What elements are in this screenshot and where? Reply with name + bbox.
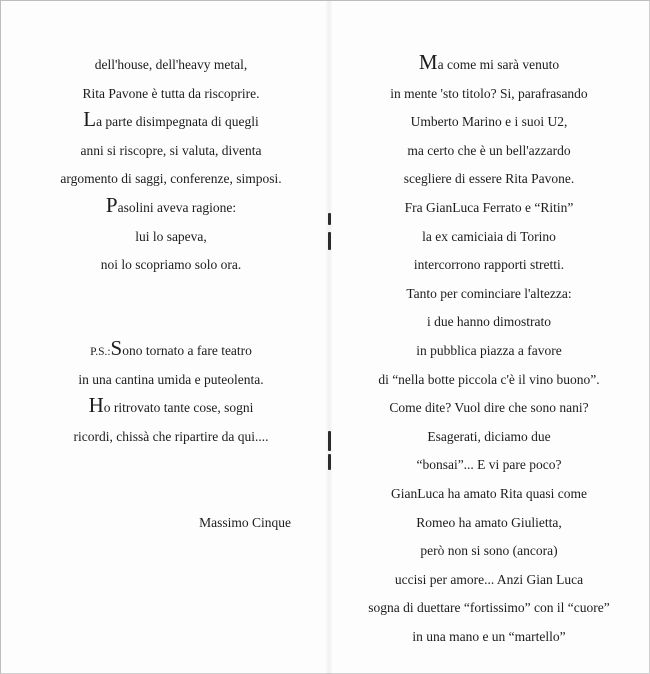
paragraph-gap xyxy=(21,280,321,309)
text-line xyxy=(331,423,647,452)
text-line xyxy=(331,280,647,309)
postscript-line xyxy=(21,337,321,366)
line-text: a come mi sarà venuto xyxy=(437,57,560,72)
right-page xyxy=(331,51,647,651)
text-line xyxy=(331,566,647,595)
line-text: asolini aveva ragione: xyxy=(117,199,237,215)
line-text: di “nella botte piccola c'è il vino buono”. xyxy=(378,371,600,387)
line-text: uccisi per amore... Anzi Gian Luca xyxy=(394,571,584,587)
line-text: “bonsai”... E vi pare poco? xyxy=(416,457,562,473)
text-line xyxy=(21,423,321,452)
signature: Massimo Cinque xyxy=(199,514,291,530)
text-line xyxy=(331,223,647,252)
line-text: Romeo ha amato Giulietta, xyxy=(416,514,562,530)
text-line xyxy=(331,51,647,80)
text-line xyxy=(331,623,647,652)
text-line xyxy=(331,509,647,538)
drop-capital: L xyxy=(83,107,97,132)
text-line xyxy=(331,251,647,280)
paragraph-gap xyxy=(21,308,321,337)
text-line xyxy=(331,137,647,166)
line-text: Come dite? Vuol dire che sono nani? xyxy=(389,400,589,416)
line-text: in una mano e un “martello” xyxy=(412,628,566,644)
text-line xyxy=(21,137,321,166)
line-text: lui lo sapeva, xyxy=(135,228,207,244)
text-line xyxy=(331,80,647,109)
text-line xyxy=(331,165,647,194)
line-text: noi lo scopriamo solo ora. xyxy=(100,257,242,273)
line-text: Esagerati, diciamo due xyxy=(427,428,551,444)
line-text: Tanto per cominciare l'altezza: xyxy=(406,285,572,301)
text-line xyxy=(21,394,321,423)
text-line xyxy=(331,480,647,509)
left-page xyxy=(21,51,321,537)
text-line xyxy=(331,537,647,566)
line-text: intercorrono rapporti stretti. xyxy=(413,257,565,273)
line-text: o ritrovato tante cose, sogni xyxy=(103,400,254,416)
line-text: ma certo che è un bell'azzardo xyxy=(407,142,571,158)
line-text: però non si sono (ancora) xyxy=(420,543,558,559)
line-text: scegliere di essere Rita Pavone. xyxy=(403,171,575,187)
text-line xyxy=(331,308,647,337)
drop-capital: M xyxy=(418,50,438,74)
line-text: Umberto Marino e i suoi U2, xyxy=(410,114,568,130)
text-line xyxy=(331,366,647,395)
line-text: ono tornato a fare teatro xyxy=(122,342,252,358)
text-line xyxy=(21,80,321,109)
text-line xyxy=(21,51,321,80)
line-text: argomento di saggi, conferenze, simposi. xyxy=(60,171,282,187)
line-text: sogna di duettare “fortissimo” con il “cuore” xyxy=(368,600,610,616)
line-text: in mente 'sto titolo? Si, parafrasando xyxy=(390,85,588,101)
drop-capital: P xyxy=(105,192,118,217)
drop-capital: S xyxy=(110,335,123,360)
text-line xyxy=(21,108,321,137)
line-text: a parte disimpegnata di quegli xyxy=(96,114,259,130)
text-line xyxy=(21,165,321,194)
line-text: i due hanno dimostrato xyxy=(426,314,552,330)
line-text: in una cantina umida e puteolenta. xyxy=(78,371,264,387)
text-line xyxy=(331,337,647,366)
line-text: GianLuca ha amato Rita quasi come xyxy=(390,485,588,501)
line-text: la ex camiciaia di Torino xyxy=(422,228,556,244)
text-line xyxy=(331,451,647,480)
text-line xyxy=(21,223,321,252)
text-line xyxy=(21,194,321,223)
line-text: dell'house, dell'heavy metal, xyxy=(94,57,248,72)
line-text: Fra GianLuca Ferrato e “Ritin” xyxy=(404,199,574,215)
line-text: anni si riscopre, si valuta, diventa xyxy=(80,142,262,158)
text-line xyxy=(331,594,647,623)
line-text: ricordi, chissà che ripartire da qui.... xyxy=(73,428,269,444)
line-text: Rita Pavone è tutta da riscoprire. xyxy=(82,85,260,101)
text-line xyxy=(331,108,647,137)
drop-capital: H xyxy=(88,393,104,418)
line-text: in pubblica piazza a favore xyxy=(416,342,562,358)
text-line xyxy=(21,251,321,280)
paragraph-gap xyxy=(21,451,321,480)
text-line xyxy=(331,194,647,223)
postscript-label: P.S.: xyxy=(90,345,111,358)
text-line xyxy=(331,394,647,423)
paragraph-gap xyxy=(21,480,321,509)
text-line xyxy=(21,366,321,395)
